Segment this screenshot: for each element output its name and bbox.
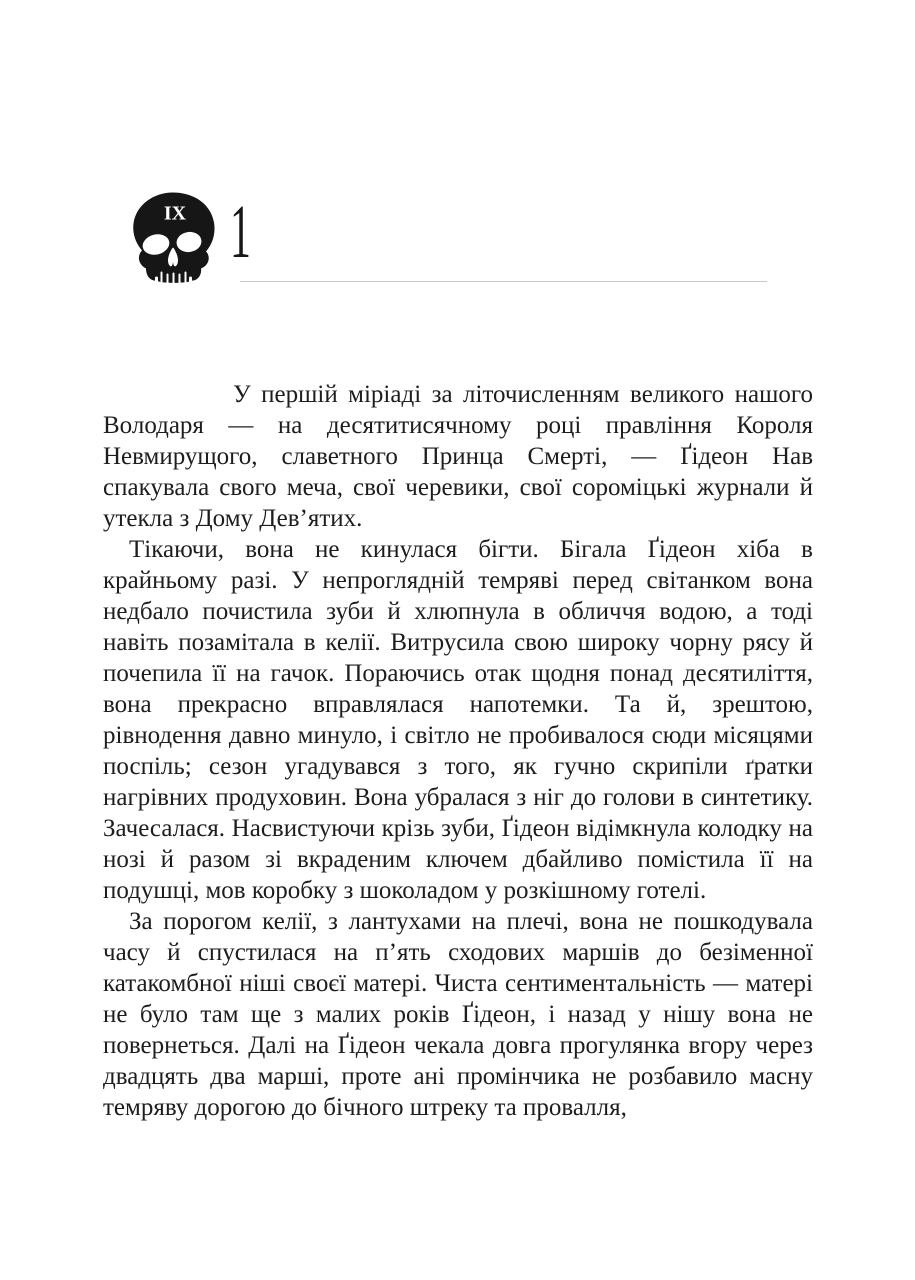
skull-teeth (155, 272, 192, 286)
chapter-number: 1 (230, 190, 251, 274)
chapter-divider-line (240, 281, 767, 282)
paragraph: У першій міріаді за літочисленням великого нашого Володаря — на десятитисячному році правління Короля Невмирущого, славетного Принца Смерті, — Ґідеон Нав спакувала свого меча, свої черевики, свої сороміцькі журнали й утекла з Дому Дев’ятих. (103, 381, 813, 532)
chapter-header (0, 0, 915, 300)
paragraph: Тікаючи, вона не кинулася бігти. Бігала Ґідеон хіба в крайньому разі. У непроглядній темряві перед світанком вона недбало почистила зуби й хлюпнула в обличчя водою, а тоді навіть позамітала в келії. Витрусила свою широку чорну рясу й почепила її на гачок. Пораючись отак щодня понад десятиліття, вона прекрасно вправлялася напотемки. Та й, зрештою, рівнодення давно минуло, і світло не пробивалося сюди місяцями поспіль; сезон угадувався з того, як гучно скрипіли ґратки нагрівних продуховин. Вона убралася з ніг до голови в синтетику. Зачесалася. Насвистуючи крізь зуби, Ґідеон відімкнула колодку на нозі й разом зі вкраденим ключем дбайливо помістила її на подушці, мов коробку з шоколадом у розкішному готелі. (103, 536, 813, 904)
paragraph: За порогом келії, з лантухами на плечі, вона не пошкодувала часу й спустилася на п’ять сходових маршів до безіменної катакомбної ніші своєї матері. Чиста сентиментальність — матері не було там ще з малих років Ґідеон, і назад у нішу вона не повернеться. Далі на Ґідеон чекала довга прогулянка вгору через двадцять два марші, проте ані промінчика не розбавило масну темряву дорогою до бічного штреку та провалля, (103, 908, 813, 1121)
page-text (103, 379, 813, 1123)
ninth-house-skull-icon (128, 190, 218, 286)
house-numeral: IX (163, 202, 187, 225)
